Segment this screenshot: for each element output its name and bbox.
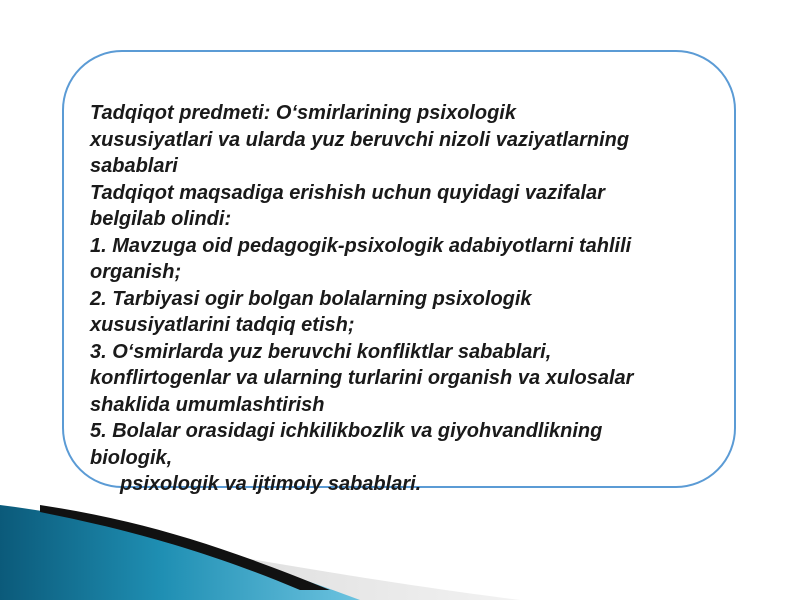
text-line: 1. Mavzuga oid pedagogik-psixologik adabiyotlarni tahlili [90,234,632,257]
text-line: psixologik va ijtimoiy sabablari. [120,473,422,495]
text-line: Tadqiqot maqsadiga erishish uchun quyidagi vazifalar [90,181,605,204]
text-line: 5. Bolalar orasidagi ichkilikbozlik va giyohvandlikning [90,420,603,442]
text-line: organish; [90,261,182,283]
text-line: shaklida umumlashtirish [90,393,325,416]
text-line: xususiyatlarini tadqiq etish; [90,314,355,336]
text-line: sabablari [90,155,178,177]
text-line: 2. Tarbiyasi ogir bolgan bolalarning psixologik [90,287,532,310]
text-line: xususiyatlari va ularda yuz beruvchi nizoli vaziyatlarning [90,128,630,151]
grey-wave [0,520,520,600]
blue-wave [0,505,360,600]
text-line: konflirtogenlar va ularning turlarini organish va xulosalar [90,367,634,389]
text-line: 3. O‘smirlarda yuz beruvchi konfliktlar sabablari, [90,340,552,363]
slide-text [90,100,730,498]
text-line: biologik, [90,446,173,469]
dark-streak [40,505,330,590]
text-line: Tadqiqot predmeti: O‘smirlarining psixologik [90,102,516,124]
text-line: belgilab olindi: [90,208,232,230]
